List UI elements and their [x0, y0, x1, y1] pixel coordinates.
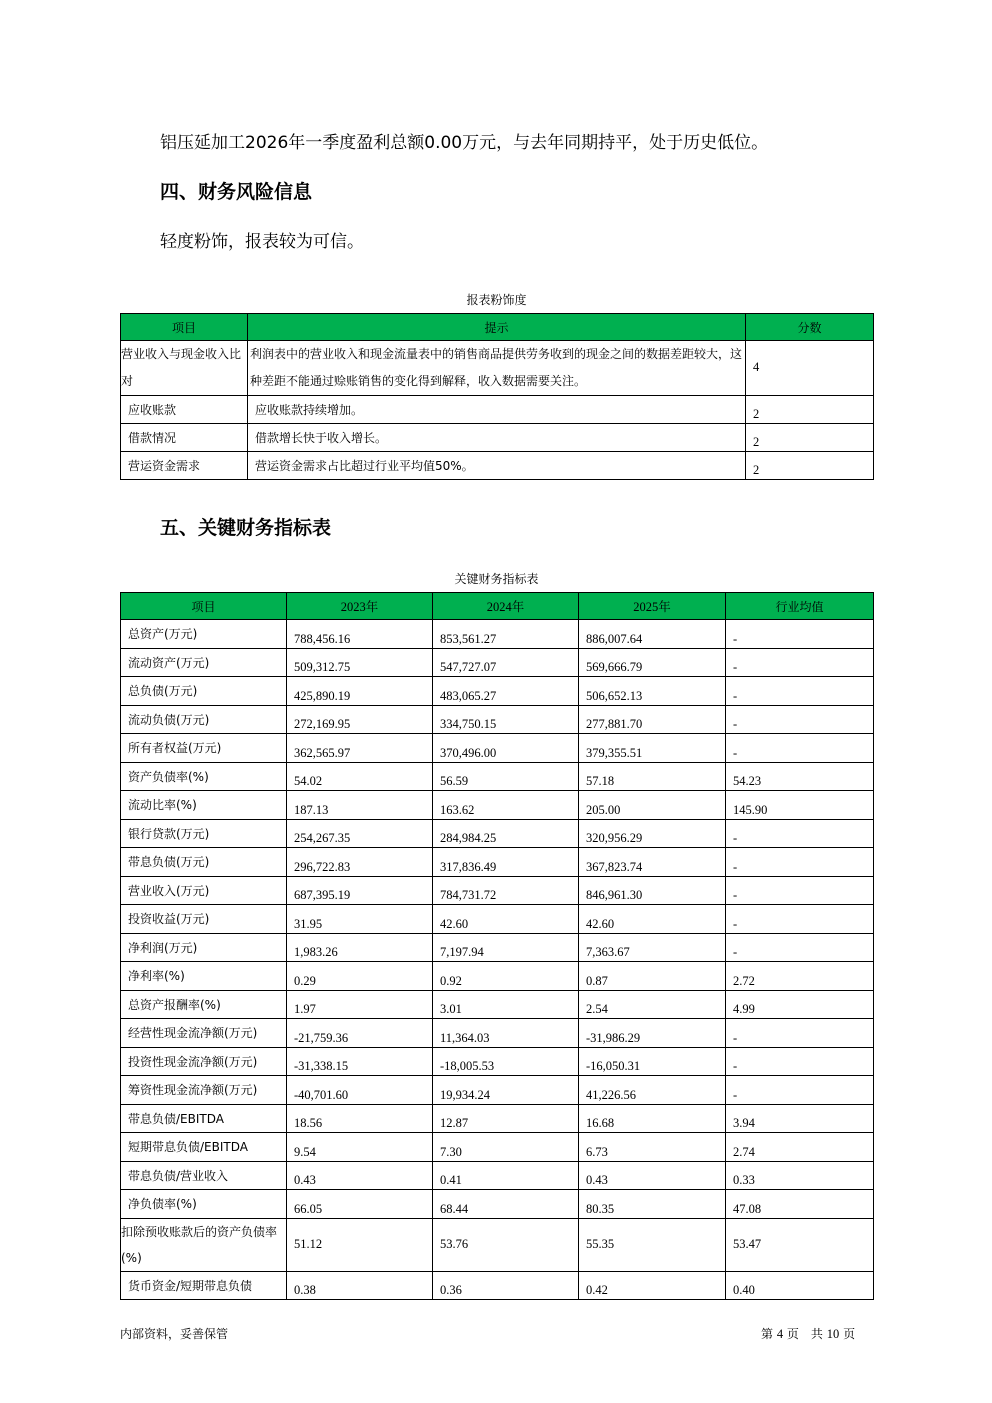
indicator-row [121, 1047, 874, 1076]
risk-item: 应收账款 [121, 396, 248, 424]
value-2023: -21,759.36 [287, 1019, 433, 1048]
value-2024: 334,750.15 [433, 705, 579, 734]
risk-hint: 营运资金需求占比超过行业平均值50%。 [248, 452, 746, 480]
value-2025: 57.18 [579, 762, 726, 791]
indicator-item: 投资收益(万元) [121, 905, 287, 934]
value-2024: 163.62 [433, 791, 579, 820]
indicator-item: 筹资性现金流净额(万元) [121, 1076, 287, 1105]
header-2023: 2023年 [287, 593, 433, 620]
value-2024: 284,984.25 [433, 819, 579, 848]
indicator-row [121, 933, 874, 962]
value-industry-avg: - [726, 677, 874, 706]
value-2025: 16.68 [579, 1104, 726, 1133]
indicator-item: 货币资金/短期带息负债 [121, 1271, 287, 1300]
header-2025: 2025年 [579, 593, 726, 620]
value-2025: 205.00 [579, 791, 726, 820]
value-industry-avg: 2.72 [726, 962, 874, 991]
indicator-table [120, 592, 874, 1300]
indicator-row [121, 791, 874, 820]
indicator-item: 净负债率(%) [121, 1190, 287, 1219]
value-industry-avg: 47.08 [726, 1190, 874, 1219]
value-industry-avg: - [726, 1047, 874, 1076]
value-industry-avg: 3.94 [726, 1104, 874, 1133]
indicator-item: 净利率(%) [121, 962, 287, 991]
risk-hint: 借款增长快于收入增长。 [248, 424, 746, 452]
indicator-row [121, 1271, 874, 1300]
value-industry-avg: - [726, 648, 874, 677]
value-2025: 846,961.30 [579, 876, 726, 905]
value-2024: -18,005.53 [433, 1047, 579, 1076]
value-industry-avg: - [726, 819, 874, 848]
value-2025: 6.73 [579, 1133, 726, 1162]
value-2025: 506,652.13 [579, 677, 726, 706]
value-industry-avg: - [726, 876, 874, 905]
value-industry-avg: 145.90 [726, 791, 874, 820]
header-industry-avg: 行业均值 [726, 593, 874, 620]
value-2024: 7,197.94 [433, 933, 579, 962]
indicator-row [121, 734, 874, 763]
value-2024: 784,731.72 [433, 876, 579, 905]
risk-score: 2 [746, 396, 874, 424]
indicator-item: 带息负债(万元) [121, 848, 287, 877]
risk-hint: 利润表中的营业收入和现金流量表中的销售商品提供劳务收到的现金之间的数据差距较大，这种差距不能通过赊账销售的变化得到解释，收入数据需要关注。 [248, 341, 746, 396]
value-2025: 0.43 [579, 1161, 726, 1190]
value-2025: 0.87 [579, 962, 726, 991]
value-industry-avg: 2.74 [726, 1133, 874, 1162]
value-2023: 187.13 [287, 791, 433, 820]
value-2024: 53.76 [433, 1218, 579, 1271]
risk-item: 借款情况 [121, 424, 248, 452]
risk-table [120, 313, 874, 480]
value-2024: 42.60 [433, 905, 579, 934]
value-2023: 18.56 [287, 1104, 433, 1133]
intro-paragraph: 铝压延加工2026年一季度盈利总额0.00万元，与去年同期持平，处于历史低位。 [160, 133, 769, 153]
value-2025: 55.35 [579, 1218, 726, 1271]
risk-item: 营业收入与现金收入比对 [121, 341, 248, 396]
value-industry-avg: - [726, 933, 874, 962]
value-industry-avg: - [726, 620, 874, 649]
indicator-table-header [121, 593, 874, 620]
value-2025: 379,355.51 [579, 734, 726, 763]
indicator-table-caption: 关键财务指标表 [454, 572, 539, 586]
value-2023: 51.12 [287, 1218, 433, 1271]
indicator-row [121, 1218, 874, 1271]
value-2025: -16,050.31 [579, 1047, 726, 1076]
value-industry-avg: - [726, 1076, 874, 1105]
value-2023: 296,722.83 [287, 848, 433, 877]
value-2023: 509,312.75 [287, 648, 433, 677]
risk-row [121, 452, 874, 480]
value-industry-avg: - [726, 705, 874, 734]
value-2024: 12.87 [433, 1104, 579, 1133]
header-score: 分数 [746, 314, 874, 341]
indicator-row [121, 1076, 874, 1105]
value-2024: 0.41 [433, 1161, 579, 1190]
value-2023: 31.95 [287, 905, 433, 934]
risk-row [121, 424, 874, 452]
indicator-item: 投资性现金流净额(万元) [121, 1047, 287, 1076]
value-2024: 483,065.27 [433, 677, 579, 706]
indicator-item: 净利润(万元) [121, 933, 287, 962]
indicator-row [121, 648, 874, 677]
value-2025: 80.35 [579, 1190, 726, 1219]
indicator-item: 流动比率(%) [121, 791, 287, 820]
header-hint: 提示 [248, 314, 746, 341]
indicator-row [121, 1104, 874, 1133]
risk-score: 4 [746, 341, 874, 396]
indicator-item: 银行贷款(万元) [121, 819, 287, 848]
value-2024: 68.44 [433, 1190, 579, 1219]
risk-row [121, 396, 874, 424]
indicator-item: 流动负债(万元) [121, 705, 287, 734]
section-5-heading: 五、关键财务指标表 [160, 517, 332, 539]
value-2023: 788,456.16 [287, 620, 433, 649]
risk-score: 2 [746, 424, 874, 452]
value-2024: 370,496.00 [433, 734, 579, 763]
value-2024: 0.36 [433, 1271, 579, 1300]
value-2023: 687,395.19 [287, 876, 433, 905]
header-2024: 2024年 [433, 593, 579, 620]
value-industry-avg: 53.47 [726, 1218, 874, 1271]
value-2023: 425,890.19 [287, 677, 433, 706]
value-2025: 367,823.74 [579, 848, 726, 877]
value-industry-avg: 4.99 [726, 990, 874, 1019]
risk-table-header [121, 314, 874, 341]
risk-summary: 轻度粉饰，报表较为可信。 [160, 232, 364, 252]
value-2024: 317,836.49 [433, 848, 579, 877]
value-2024: 0.92 [433, 962, 579, 991]
indicator-row [121, 762, 874, 791]
value-2025: 320,956.29 [579, 819, 726, 848]
value-2023: 0.43 [287, 1161, 433, 1190]
value-industry-avg: 0.40 [726, 1271, 874, 1300]
value-2023: 0.29 [287, 962, 433, 991]
indicator-item: 总资产报酬率(%) [121, 990, 287, 1019]
indicator-row [121, 620, 874, 649]
indicator-item: 短期带息负债/EBITDA [121, 1133, 287, 1162]
value-2025: 7,363.67 [579, 933, 726, 962]
indicator-row [121, 876, 874, 905]
value-2023: -31,338.15 [287, 1047, 433, 1076]
risk-score: 2 [746, 452, 874, 480]
indicator-item: 带息负债/营业收入 [121, 1161, 287, 1190]
indicator-row [121, 962, 874, 991]
value-2025: 886,007.64 [579, 620, 726, 649]
indicator-item: 所有者权益(万元) [121, 734, 287, 763]
value-2025: 41,226.56 [579, 1076, 726, 1105]
indicator-row [121, 677, 874, 706]
value-2023: -40,701.60 [287, 1076, 433, 1105]
indicator-item: 流动资产(万元) [121, 648, 287, 677]
indicator-item: 资产负债率(%) [121, 762, 287, 791]
indicator-row [121, 1019, 874, 1048]
risk-table-caption: 报表粉饰度 [466, 293, 527, 307]
value-2025: -31,986.29 [579, 1019, 726, 1048]
value-2024: 56.59 [433, 762, 579, 791]
indicator-row [121, 1133, 874, 1162]
indicator-item: 总资产(万元) [121, 620, 287, 649]
indicator-row [121, 905, 874, 934]
value-2023: 272,169.95 [287, 705, 433, 734]
value-2025: 42.60 [579, 905, 726, 934]
indicator-row [121, 1161, 874, 1190]
value-industry-avg: - [726, 848, 874, 877]
value-industry-avg: 0.33 [726, 1161, 874, 1190]
indicator-item: 经营性现金流净额(万元) [121, 1019, 287, 1048]
value-2025: 2.54 [579, 990, 726, 1019]
value-2023: 54.02 [287, 762, 433, 791]
page-number: 第 4 页 共 10 页 [761, 1327, 856, 1341]
value-industry-avg: - [726, 1019, 874, 1048]
indicator-item: 总负债(万元) [121, 677, 287, 706]
value-industry-avg: - [726, 734, 874, 763]
indicator-row [121, 1190, 874, 1219]
header-item: 项目 [121, 593, 287, 620]
risk-hint: 应收账款持续增加。 [248, 396, 746, 424]
risk-row [121, 341, 874, 396]
indicator-row [121, 705, 874, 734]
value-2024: 3.01 [433, 990, 579, 1019]
value-2024: 547,727.07 [433, 648, 579, 677]
value-industry-avg: 54.23 [726, 762, 874, 791]
indicator-item: 扣除预收账款后的资产负债率(%) [121, 1218, 287, 1271]
section-4-heading: 四、财务风险信息 [160, 181, 313, 203]
value-2024: 7.30 [433, 1133, 579, 1162]
risk-item: 营运资金需求 [121, 452, 248, 480]
indicator-item: 带息负债/EBITDA [121, 1104, 287, 1133]
value-2024: 19,934.24 [433, 1076, 579, 1105]
header-item: 项目 [121, 314, 248, 341]
indicator-row [121, 990, 874, 1019]
indicator-item: 营业收入(万元) [121, 876, 287, 905]
value-2023: 1,983.26 [287, 933, 433, 962]
value-2023: 0.38 [287, 1271, 433, 1300]
indicator-row [121, 819, 874, 848]
value-2023: 362,565.97 [287, 734, 433, 763]
indicator-row [121, 848, 874, 877]
value-2023: 9.54 [287, 1133, 433, 1162]
value-2025: 0.42 [579, 1271, 726, 1300]
value-2024: 853,561.27 [433, 620, 579, 649]
footer-confidential: 内部资料，妥善保管 [120, 1327, 229, 1341]
value-2023: 1.97 [287, 990, 433, 1019]
value-2024: 11,364.03 [433, 1019, 579, 1048]
value-2025: 569,666.79 [579, 648, 726, 677]
value-2025: 277,881.70 [579, 705, 726, 734]
value-2023: 254,267.35 [287, 819, 433, 848]
value-2023: 66.05 [287, 1190, 433, 1219]
value-industry-avg: - [726, 905, 874, 934]
